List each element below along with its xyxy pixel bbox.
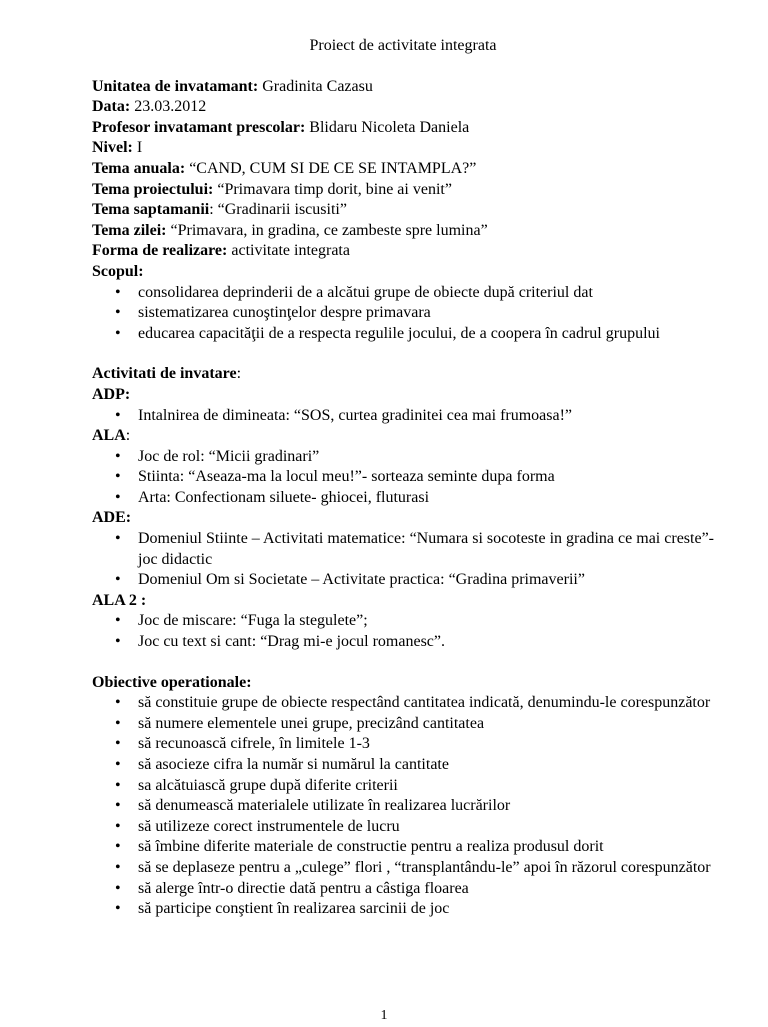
obiective-list [92, 693, 714, 920]
list-item: • să se deplaseze pentru a „culege” flori , “transplantându-le” apoi în răzorul corespunzător [92, 858, 714, 879]
info-value: “Primavara timp dorit, bine ai venit” [213, 180, 452, 198]
info-value: I [132, 139, 143, 157]
spacer [92, 344, 714, 364]
info-label: Forma de realizare: [92, 242, 228, 260]
list-item: • consolidarea deprinderii de a alcătui grupe de obiecte după criteriul dat [92, 283, 714, 304]
info-label: Tema anuala: [92, 159, 186, 177]
list-item: • să alerge într-o directie dată pentru a câstiga floarea [92, 879, 714, 900]
section-label: Activitati de invatare [92, 365, 237, 383]
list-item: • Joc de miscare: “Fuga la stegulete”; [92, 611, 714, 632]
ala2-heading: ALA 2 : [92, 591, 147, 609]
list-item: • Joc cu text si cant: “Drag mi-e jocul romanesc”. [92, 632, 714, 653]
list-item: • Joc de rol: “Micii gradinari” [92, 447, 714, 468]
scop-heading: Scopul: [92, 262, 144, 280]
ala-list [92, 447, 714, 509]
section-label: ALA [92, 427, 126, 445]
info-label: Unitatea de invatamant: [92, 77, 259, 95]
list-item: • să numere elementele unei grupe, precizând cantitatea [92, 714, 714, 735]
info-data [92, 97, 714, 118]
info-label: Tema proiectului: [92, 180, 214, 198]
adp-heading: ADP: [92, 385, 131, 403]
list-item: • sistematizarea cunoştinţelor despre primavara [92, 303, 714, 324]
document-body [92, 36, 714, 920]
info-label: Tema zilei: [92, 221, 167, 239]
info-value: “CAND, CUM SI DE CE SE INTAMPLA?” [185, 159, 477, 177]
list-item: • să asocieze cifra la număr si numărul la cantitate [92, 755, 714, 776]
adp-list [92, 406, 714, 427]
info-nivel [92, 138, 714, 159]
list-item: • Domeniul Stiinte – Activitati matematice: “Numara si socoteste in gradina ce mai creste”-joc didactic [92, 529, 714, 570]
section-colon: : [236, 365, 242, 383]
list-item: • Stiinta: “Aseaza-ma la locul meu!”- sorteaza seminte dupa forma [92, 467, 714, 488]
ala2-list [92, 611, 714, 652]
info-tema-saptamanii [92, 200, 714, 221]
info-tema-proiectului [92, 180, 714, 201]
list-item: • să denumească materialele utilizate în realizarea lucrărilor [92, 796, 714, 817]
list-item: • Arta: Confectionam siluete- ghiocei, fluturasi [92, 488, 714, 509]
info-label: Tema saptamanii [92, 201, 210, 219]
info-label: Data: [92, 98, 131, 116]
info-value: 23.03.2012 [130, 98, 207, 116]
list-item: • Domeniul Om si Societate – Activitate practica: “Gradina primaverii” [92, 570, 714, 591]
ala-heading [92, 426, 714, 447]
info-forma-realizare [92, 241, 714, 262]
section-colon: : [125, 427, 131, 445]
info-value: activitate integrata [227, 242, 350, 260]
scop-list [92, 283, 714, 345]
info-value: Blidaru Nicoleta Daniela [305, 118, 470, 136]
info-value: “Primavara, in gradina, ce zambeste spre lumina” [166, 221, 488, 239]
list-item: • să constituie grupe de obiecte respectând cantitatea indicată, denumindu-le corespunzător [92, 693, 714, 714]
info-profesor [92, 118, 714, 139]
page-number: 1 [380, 1008, 388, 1023]
list-item: • să îmbine diferite materiale de constructie pentru a realiza produsul dorit [92, 837, 714, 858]
info-label: Nivel: [92, 139, 133, 157]
list-item: • să participe conştient în realizarea sarcinii de joc [92, 899, 714, 920]
list-item: • educarea capacităţii de a respecta regulile jocului, de a coopera în cadrul grupului [92, 324, 714, 345]
document-title: Proiect de activitate integrata [309, 37, 497, 54]
list-item: • să utilizeze corect instrumentele de lucru [92, 817, 714, 838]
info-value: Gradinita Cazasu [258, 77, 373, 95]
obiective-heading: Obiective operationale: [92, 673, 252, 691]
info-tema-anuala [92, 159, 714, 180]
list-item: • sa alcătuiască grupe după diferite criterii [92, 776, 714, 797]
ade-heading: ADE: [92, 509, 132, 527]
info-tema-zilei [92, 221, 714, 242]
activitati-heading [92, 364, 714, 385]
ade-list [92, 529, 714, 591]
list-item: • Intalnirea de dimineata: “SOS, curtea gradinitei cea mai frumoasa!” [92, 406, 714, 427]
info-label: Profesor invatamant prescolar: [92, 118, 306, 136]
spacer [92, 653, 714, 673]
info-value: : “Gradinarii iscusiti” [209, 201, 347, 219]
info-unitate [92, 77, 714, 98]
list-item: • să recunoască cifrele, în limitele 1-3 [92, 734, 714, 755]
